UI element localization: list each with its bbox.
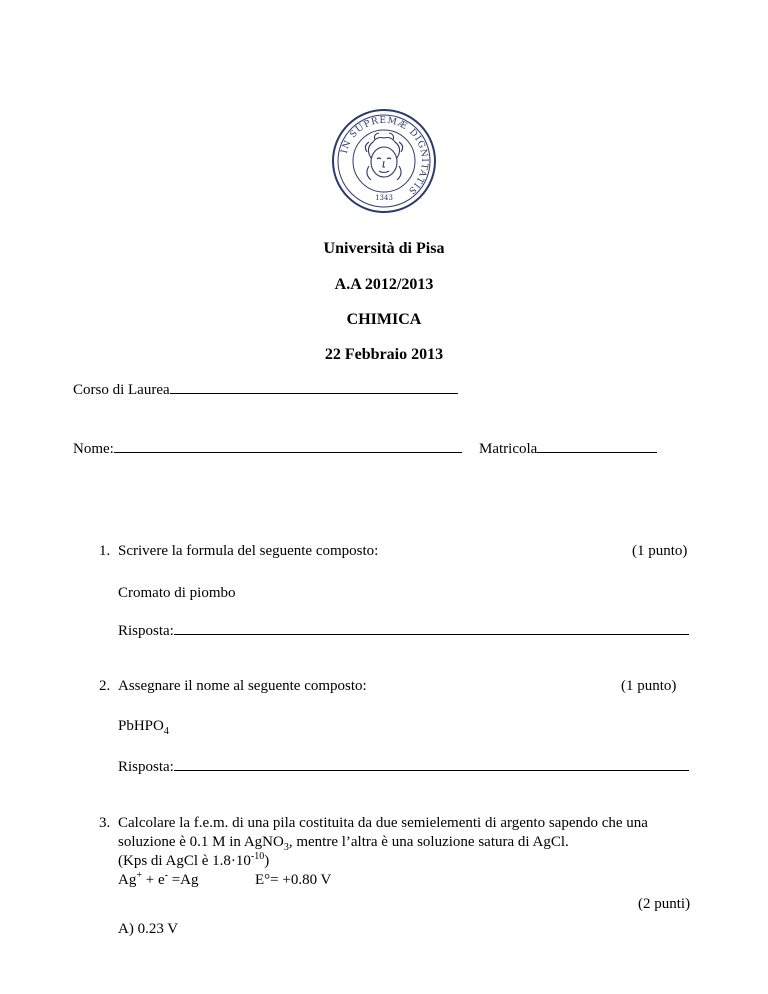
matricola-field[interactable] (479, 441, 657, 458)
question-2-text: Assegnare il nome al seguente composto: (118, 678, 367, 694)
nome-field[interactable] (73, 441, 462, 458)
question-3-option-a[interactable]: A) 0.23 V (118, 921, 179, 937)
corso-line (170, 392, 458, 394)
matricola-line (537, 451, 657, 453)
corso-field[interactable] (73, 382, 458, 399)
university-seal (331, 108, 437, 214)
question-1-subject: Cromato di piombo (118, 585, 236, 601)
question-3-line1: Calcolare la f.e.m. di una pila costituita da due semielementi di argento sapendo che una (118, 815, 648, 831)
question-1-points: (1 punto) (632, 543, 688, 559)
svg-text:IN SUPREMÆ DIGNITATIS: IN SUPREMÆ DIGNITATIS (339, 115, 430, 197)
matricola-label: Matricola (479, 441, 538, 457)
question-2-points: (1 punto) (621, 678, 677, 694)
question-3-potential: E°= +0.80 V (255, 872, 332, 888)
answer-line (174, 769, 689, 771)
question-2-number: 2. (99, 678, 111, 694)
academic-year: A.A 2012/2013 (334, 276, 434, 293)
question-2-subject: PbHPO$_4$ (118, 718, 169, 737)
question-3-points: (2 punti) (638, 896, 691, 912)
question-2-answer[interactable] (118, 759, 689, 776)
answer-label: Risposta: (118, 759, 174, 775)
nome-line (114, 451, 462, 453)
svg-text:1343: 1343 (375, 194, 393, 202)
question-1-number: 1. (99, 543, 111, 559)
corso-label: Corso di Laurea (73, 382, 170, 398)
answer-label: Risposta: (118, 623, 174, 639)
question-1-text: Scrivere la formula del seguente composto: (118, 543, 379, 559)
question-3-line2: soluzione è 0.1 M in AgNO$_3$, mentre l’altra è una soluzione satura di AgCl. (118, 834, 569, 853)
university-name: Università di Pisa (323, 240, 445, 257)
question-3-equation: Ag+ + e- =Ag (118, 870, 199, 888)
question-3-number: 3. (99, 815, 111, 831)
answer-line (174, 633, 689, 635)
nome-label: Nome: (73, 441, 114, 457)
subject-title: CHIMICA (346, 311, 422, 328)
question-3-kps: (Kps di AgCl è $1.8\cdot 10^{-10}$) (118, 851, 270, 869)
question-1-answer[interactable] (118, 623, 689, 640)
exam-date: 22 Febbraio 2013 (324, 346, 444, 363)
